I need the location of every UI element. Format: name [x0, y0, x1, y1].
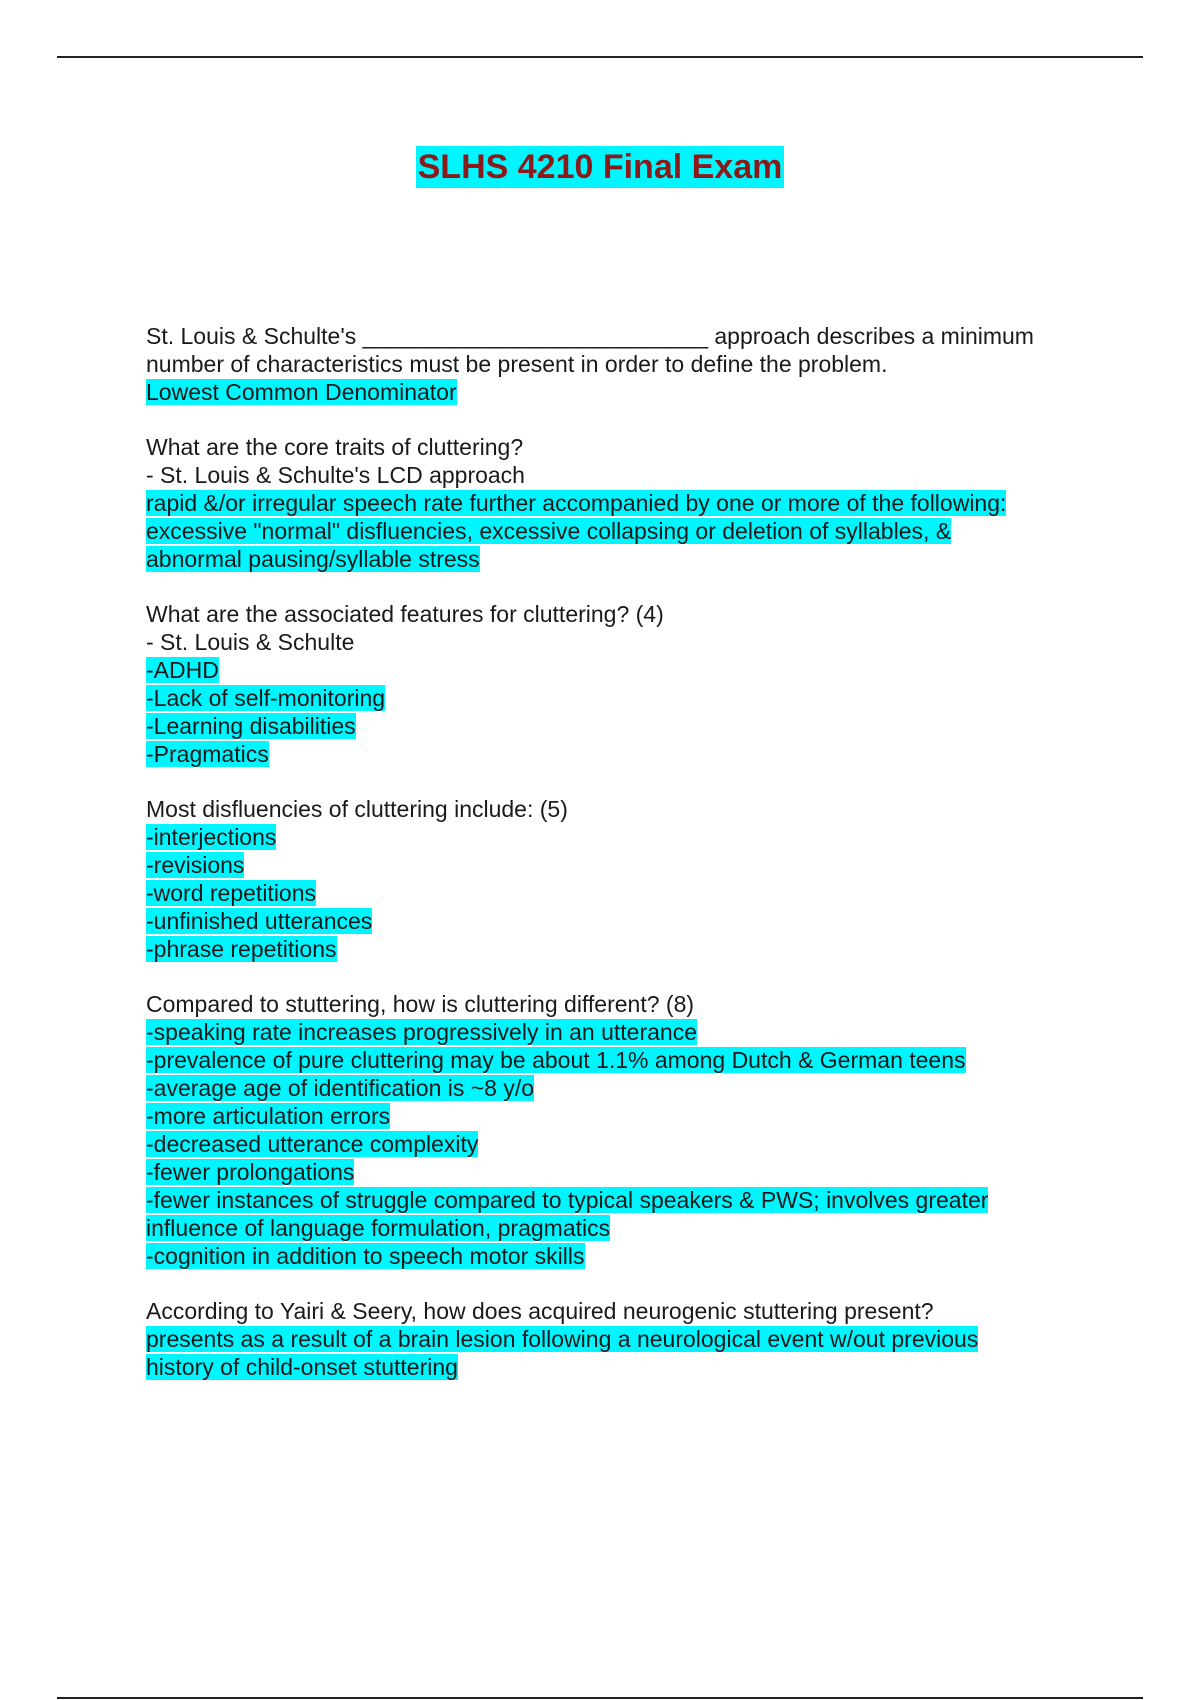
question-line: Most disfluencies of cluttering include: (5): [146, 796, 568, 822]
answer-line: [146, 1102, 1076, 1130]
answer-highlight: -cognition in addition to speech motor skills: [146, 1243, 585, 1269]
answer-line: [146, 489, 1076, 517]
answer-line: [146, 1046, 1076, 1074]
answer-highlight: -more articulation errors: [146, 1103, 391, 1129]
answer-line: [146, 517, 1076, 545]
answer-highlight: excessive "normal" disfluencies, excessive collapsing or deletion of syllables, &: [146, 518, 952, 544]
qa-item: [146, 1297, 1076, 1381]
answer-highlight: -Learning disabilities: [146, 713, 356, 739]
answer-line: [146, 545, 1076, 573]
question-line: St. Louis & Schulte's ___________________________ approach describes a minimum: [146, 323, 1034, 349]
answer-line: [146, 823, 1076, 851]
question-line: - St. Louis & Schulte's LCD approach: [146, 462, 525, 488]
answer-highlight: -word repetitions: [146, 880, 317, 906]
qa-item: [146, 795, 1076, 963]
answer-highlight: -interjections: [146, 824, 277, 850]
qa-item: [146, 990, 1076, 1270]
top-rule: [57, 56, 1143, 58]
question-line: Compared to stuttering, how is cluttering different? (8): [146, 991, 695, 1017]
answer-line: [146, 1214, 1076, 1242]
answer-highlight: rapid &/or irregular speech rate further accompanied by one or more of the following:: [146, 490, 1007, 516]
qa-item: [146, 322, 1076, 406]
answer-highlight: -decreased utterance complexity: [146, 1131, 479, 1157]
answer-line: [146, 656, 1076, 684]
answer-line: [146, 712, 1076, 740]
answer-line: [146, 851, 1076, 879]
answer-line: [146, 879, 1076, 907]
answer-line: [146, 1074, 1076, 1102]
answer-line: [146, 1158, 1076, 1186]
bottom-rule: [57, 1697, 1143, 1699]
answer-line: [146, 1325, 1076, 1353]
answer-highlight: -average age of identification is ~8 y/o: [146, 1075, 535, 1101]
qa-list: [146, 322, 1076, 1408]
page-title: SLHS 4210 Final Exam: [417, 148, 783, 186]
answer-highlight: influence of language formulation, pragmatics: [146, 1215, 611, 1241]
answer-highlight: presents as a result of a brain lesion following a neurological event w/out previous: [146, 1326, 979, 1352]
answer-highlight: -speaking rate increases progressively in an utterance: [146, 1019, 698, 1045]
answer-line: [146, 1353, 1076, 1381]
answer-highlight: -phrase repetitions: [146, 936, 337, 962]
answer-highlight: -unfinished utterances: [146, 908, 373, 934]
answer-highlight: -fewer instances of struggle compared to typical speakers & PWS; involves greater: [146, 1187, 989, 1213]
answer-line: [146, 378, 1076, 406]
title-container: [0, 146, 1200, 188]
question-line: According to Yairi & Seery, how does acquired neurogenic stuttering present?: [146, 1298, 934, 1324]
question-line: What are the associated features for cluttering? (4): [146, 601, 664, 627]
answer-highlight: -prevalence of pure cluttering may be about 1.1% among Dutch & German teens: [146, 1047, 966, 1073]
answer-line: [146, 740, 1076, 768]
question-line: What are the core traits of cluttering?: [146, 434, 524, 460]
answer-line: [146, 1130, 1076, 1158]
answer-highlight: Lowest Common Denominator: [146, 379, 457, 405]
question-line: number of characteristics must be present in order to define the problem.: [146, 351, 888, 377]
answer-line: [146, 935, 1076, 963]
answer-highlight: -Lack of self-monitoring: [146, 685, 386, 711]
answer-highlight: -Pragmatics: [146, 741, 269, 767]
answer-highlight: history of child-onset stuttering: [146, 1354, 458, 1380]
answer-line: [146, 1186, 1076, 1214]
answer-highlight: -fewer prolongations: [146, 1159, 355, 1185]
answer-highlight: -revisions: [146, 852, 245, 878]
answer-line: [146, 907, 1076, 935]
qa-item: [146, 600, 1076, 768]
question-line: - St. Louis & Schulte: [146, 629, 355, 655]
answer-highlight: abnormal pausing/syllable stress: [146, 546, 480, 572]
answer-line: [146, 1242, 1076, 1270]
answer-highlight: -ADHD: [146, 657, 219, 683]
qa-item: [146, 433, 1076, 573]
answer-line: [146, 1018, 1076, 1046]
answer-line: [146, 684, 1076, 712]
